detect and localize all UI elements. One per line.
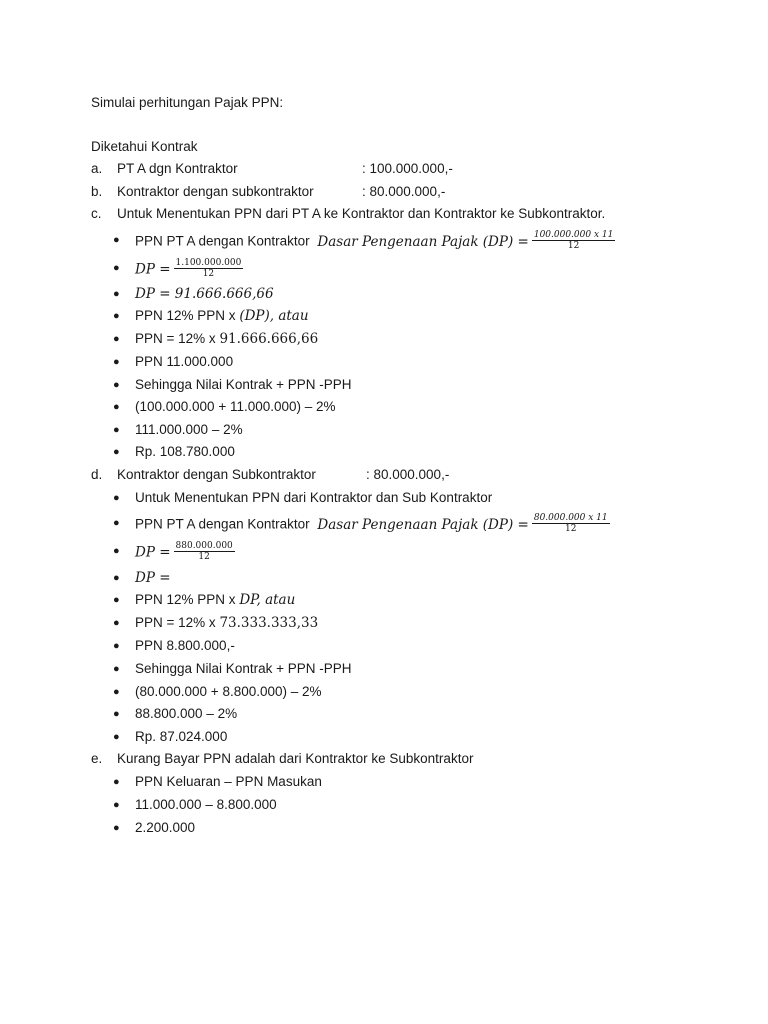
math-expression: 91.666.666,66 <box>219 331 319 347</box>
bullet-text: Rp. 87.024.000 <box>135 729 228 744</box>
bullet-icon: ● <box>113 234 120 246</box>
math-expression: DP = <box>135 261 171 278</box>
bullet-text: (100.000.000 + 11.000.000) – 2% <box>135 399 336 414</box>
bullet-icon: ● <box>113 517 120 529</box>
bullet-icon: ● <box>113 310 120 322</box>
bullet-icon: ● <box>113 686 120 698</box>
item-b-value: : 80.000.000,- <box>362 184 446 199</box>
item-e-marker: e. <box>91 751 103 766</box>
bullet-icon: ● <box>113 708 120 720</box>
bullet-text: 111.000.000 – 2% <box>135 422 243 437</box>
bullet-icon: ● <box>113 663 120 675</box>
bullet-icon: ● <box>113 545 120 557</box>
bullet-text: 11.000.000 – 8.800.000 <box>135 797 277 812</box>
item-a-value: : 100.000.000,- <box>362 161 453 176</box>
bullet-text: 2.200.000 <box>135 820 196 835</box>
item-a-label: PT A dgn Kontraktor <box>117 161 238 176</box>
bullet-text: Rp. 108.780.000 <box>135 444 235 459</box>
bullet-text: Sehingga Nilai Kontrak + PPN -PPH <box>135 377 352 392</box>
bullet-text: (80.000.000 + 8.800.000) – 2% <box>135 684 322 699</box>
item-c-marker: c. <box>91 206 102 221</box>
bullet-icon: ● <box>113 401 120 413</box>
math-expression: 73.333.333,33 <box>219 615 319 631</box>
fraction <box>174 258 244 280</box>
bullet-text: PPN Keluaran – PPN Masukan <box>135 774 322 789</box>
item-e-label: Kurang Bayar PPN adalah dari Kontraktor ke Subkontraktor <box>117 751 474 766</box>
bullet-icon: ● <box>113 799 120 811</box>
bullet-text: 88.800.000 – 2% <box>135 706 238 721</box>
bullet-icon: ● <box>113 822 120 834</box>
fraction-denominator: 12 <box>567 241 580 251</box>
item-a-marker: a. <box>91 161 103 176</box>
bullet-text: PPN PT A dengan Kontraktor <box>135 233 310 249</box>
section-subtitle: Diketahui Kontrak <box>91 139 198 154</box>
bullet-icon: ● <box>113 379 120 391</box>
fraction-numerator: 100.000.000 x 11 <box>533 230 614 240</box>
fraction-numerator: 880.000.000 <box>175 541 233 551</box>
bullet-icon: ● <box>113 731 120 743</box>
math-expression: DP = <box>135 544 171 561</box>
bullet-icon: ● <box>113 572 120 584</box>
bullet-text: PPN 11.000.000 <box>135 354 234 369</box>
math-expression: DP, atau <box>239 592 296 608</box>
bullet-text: PPN = 12% x <box>135 615 216 630</box>
math-expression: DP = <box>135 570 171 586</box>
item-d-label: Kontraktor dengan Subkontraktor <box>117 467 316 482</box>
bullet-icon: ● <box>113 617 120 629</box>
bullet-icon: ● <box>113 446 120 458</box>
bullet-icon: ● <box>113 262 120 274</box>
bullet-text: Untuk Menentukan PPN dari Kontraktor dan Sub Kontraktor <box>135 490 493 505</box>
fraction <box>532 230 616 252</box>
bullet-icon: ● <box>113 594 120 606</box>
bullet-icon: ● <box>113 288 120 300</box>
item-d-value: : 80.000.000,- <box>366 467 450 482</box>
item-d-marker: d. <box>91 467 103 482</box>
math-expression: Dasar Pengenaan Pajak (DP) = <box>317 516 529 533</box>
bullet-icon: ● <box>113 424 120 436</box>
bullet-text: PPN 8.800.000,- <box>135 638 235 653</box>
fraction-denominator: 12 <box>202 269 215 279</box>
math-expression: Dasar Pengenaan Pajak (DP) = <box>317 233 529 250</box>
bullet-icon: ● <box>113 640 120 652</box>
fraction-numerator: 80.000.000 x 11 <box>533 513 608 523</box>
fraction-numerator: 1.100.000.000 <box>175 258 242 268</box>
fraction-denominator: 12 <box>198 552 210 562</box>
bullet-icon: ● <box>113 356 120 368</box>
fraction <box>174 541 235 563</box>
page-title: Simulai perhitungan Pajak PPN: <box>91 95 284 110</box>
item-b-marker: b. <box>91 184 103 199</box>
bullet-text: PPN = 12% x <box>135 331 216 346</box>
math-expression: DP = 91.666.666,66 <box>135 286 274 302</box>
item-b-label: Kontraktor dengan subkontraktor <box>117 184 314 199</box>
bullet-text: PPN PT A dengan Kontraktor <box>135 516 310 532</box>
item-c-label: Untuk Menentukan PPN dari PT A ke Kontraktor dan Kontraktor ke Subkontraktor. <box>117 206 606 221</box>
bullet-icon: ● <box>113 492 120 504</box>
math-expression: (DP), atau <box>239 308 309 324</box>
fraction-denominator: 12 <box>565 524 577 534</box>
bullet-text: Sehingga Nilai Kontrak + PPN -PPH <box>135 661 352 676</box>
fraction <box>532 513 610 535</box>
bullet-text: PPN 12% PPN x <box>135 308 236 323</box>
bullet-icon: ● <box>113 776 120 788</box>
bullet-text: PPN 12% PPN x <box>135 592 236 607</box>
bullet-icon: ● <box>113 333 120 345</box>
